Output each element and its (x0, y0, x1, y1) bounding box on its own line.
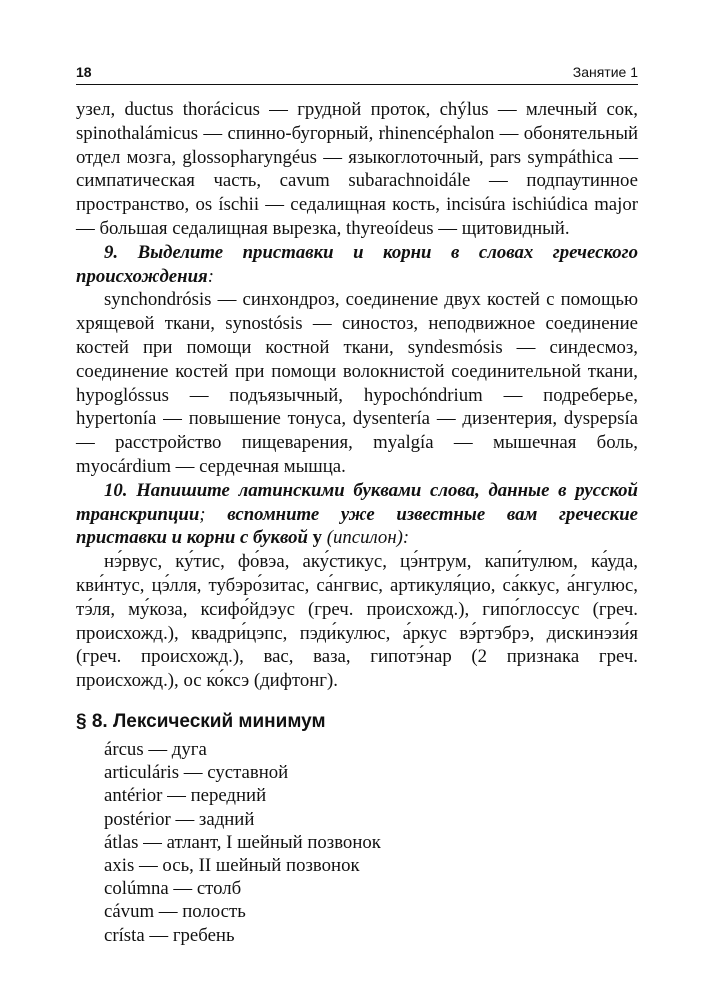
running-head: Занятие 1 (572, 64, 638, 80)
page-body (76, 98, 638, 947)
task-10-text-2: вспомните уже известные вам греческие приставки и корни с буквой (76, 503, 638, 549)
vocabulary-item: cávum — полость (104, 901, 246, 923)
vocabulary-item: colúmna — столб (104, 878, 242, 900)
vocabulary-item: crísta — гребень (104, 924, 235, 946)
task-10-instruction (76, 479, 638, 550)
task-9-instruction (76, 241, 638, 289)
task-10-letter: у (312, 527, 323, 549)
vocabulary-item: axis — ось, II шейный позвонок (104, 854, 360, 876)
page-header (76, 62, 638, 85)
task-9-suffix: : (207, 265, 214, 287)
vocabulary-item: articuláris — суставной (104, 762, 289, 784)
task-9-text: Выделите приставки и корни в словах греческого происхождения (76, 241, 638, 287)
task-10-paren: (ипсилон): (326, 527, 410, 549)
task-9-number: 9. (104, 241, 119, 263)
page-number: 18 (76, 64, 92, 80)
task-10-sep: ; (199, 503, 206, 525)
task-10-text-1: Напишите латинскими буквами слова, данные в русской транскрипции (76, 479, 638, 525)
task-9-body: synchondrósis — синхондроз, соединение двух костей с помощью хрящевой ткани, synostósis — синостоз, неподвижное соединение костей при помощи костной ткани, syndesmósis — синдесмоз, соединение костей при помощи волокнистой соединительной ткани, hypoglóssus — подъязычный, hypochóndrium — подреберье, hypertonía — повышение тонуса, dysentería — дизентерия, dyspepsía — расстройство пищеварения, myalgía — мышечная боль, myocárdium — сердечная мышца. (76, 289, 638, 477)
vocabulary-list (76, 738, 638, 947)
paragraph-intro-continuation: узел, ductus thorácicus — грудной проток, chýlus — млечный сок, spinothalámicus — спинно-бугорный, rhinencéphalon — обонятельный отдел мозга, glossopharyngéus — языкоглоточный, pars sympáthica — симпатическая часть, cavum subarachnoidále — подпаутинное пространство, os íschii — седалищная кость, incisúra ischiúdica major — большая седалищная вырезка, thyreoídeus — щитовидный. (76, 99, 638, 239)
section-title: § 8. Лексический минимум (76, 710, 326, 732)
vocabulary-item: antérior — передний (104, 785, 267, 807)
vocabulary-item: árcus — дуга (104, 738, 207, 760)
vocabulary-item: átlas — атлант, I шейный позвонок (104, 831, 381, 853)
vocabulary-item: postérior — задний (104, 808, 255, 830)
task-10-number: 10. (104, 479, 128, 501)
task-10-body: нэ́рвус, ку́тис, фо́вэа, аку́стикус, цэ́нтрум, капи́тулюм, ка́уда, кви́нтус, цэ́лля, тубэро́зитас, са́нгвис, артикуля́цио, са́ккус, а́нгулюс, тэ́ля, му́коза, ксифо́йдэус (греч. происхожд.), гипо́глоссус (греч. происхожд.), квадри́цэпс, пэди́кулюс, а́ркус вэ́ртэбрэ, дискинэзи́я (греч. происхожд.), вас, ваза, гипотэ́нар (2 признака греч. происхожд.), ос ко́ксэ (дифтонг). (76, 551, 638, 692)
